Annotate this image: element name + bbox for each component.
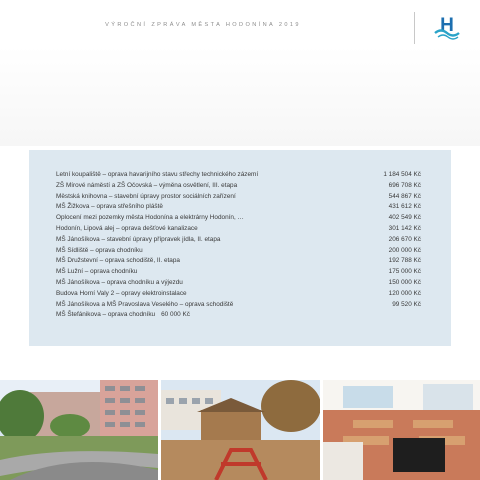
table-row [56,278,421,289]
row-description: Hodonín, Lipová alej – oprava dešťové kanalizace [56,224,198,232]
row-description: MŠ Štefánikova – oprava chodníku [56,311,156,319]
row-description: ZŠ Mírové náměstí a ZŠ Očovská – výměna osvětlení, III. etapa [56,181,238,189]
row-amount: 175 000 Kč [388,268,421,276]
table-row [56,235,421,246]
table-row [56,192,421,203]
row-description: MŠ Lužní – oprava chodníku [56,268,138,276]
report-header-title: VÝROČNÍ ZPRÁVA MĚSTA HODONÍNA 2019 [105,22,301,28]
header-divider [414,12,415,44]
row-amount: 696 708 Kč [388,181,421,189]
table-row [56,310,421,321]
row-amount: 99 520 Kč [392,300,421,308]
table-row [56,170,421,181]
hodonin-logo [432,14,462,40]
table-row [56,181,421,192]
header-band [0,46,480,146]
row-description: Letní koupaliště – oprava havarijního stavu střechy technického zázemí [56,171,259,178]
table-row [56,300,421,311]
table-row [56,224,421,235]
row-description: MŠ Jánošíkova – stavební úpravy přípravek jídla, II. etapa [56,235,221,243]
row-description: MŠ Družstevní – oprava schodiště, II. etapa [56,257,180,265]
row-amount: 402 549 Kč [388,214,421,222]
row-amount: 544 867 Kč [388,192,421,200]
table-row [56,202,421,213]
repairs-table [56,170,421,321]
row-description: MŠ Žižkova – oprava střešního pláště [56,203,163,211]
row-amount: 431 612 Kč [388,203,421,211]
photo-apartment-buildings [0,380,158,480]
row-amount: 150 000 Kč [388,278,421,286]
row-amount: 1 184 504 Kč [383,171,421,178]
table-row [56,267,421,278]
row-description: MŠ Jánošíkova – oprava chodníku a výjezdu [56,278,183,286]
photo-classroom [323,380,480,480]
row-amount: 192 788 Kč [388,257,421,265]
row-amount: 206 670 Kč [388,235,421,243]
row-amount: 120 000 Kč [388,289,421,297]
row-amount: 60 000 Kč [161,311,190,319]
row-amount: 200 000 Kč [388,246,421,254]
repairs-table-panel [29,150,451,346]
table-row [56,289,421,300]
table-row [56,213,421,224]
row-description: MŠ Sídliště – oprava chodníku [56,246,143,254]
photo-playground [161,380,320,480]
logo-letter: H [440,15,454,36]
row-description: Městská knihovna – stavební úpravy prostor sociálních zařízení [56,192,236,200]
row-amount: 301 142 Kč [388,224,421,232]
row-description: Oplocení mezi pozemky města Hodonína a elektrárny Hodonín, … [56,214,244,222]
row-description: MŠ Jánošíkova a MŠ Pravoslava Veselého – oprava schodiště [56,300,234,308]
row-description: Budova Horní Valy 2 – opravy elektroinstalace [56,289,187,297]
photo-strip [0,380,480,480]
table-row [56,246,421,257]
table-row [56,256,421,267]
